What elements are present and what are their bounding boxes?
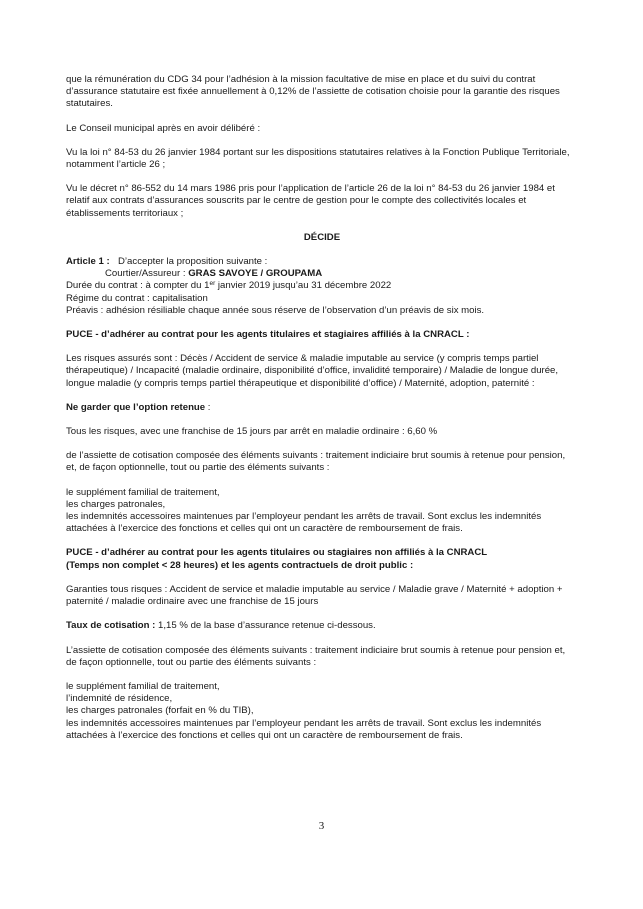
list-1 bbox=[66, 487, 578, 536]
document-body bbox=[66, 74, 578, 742]
article-1 bbox=[66, 256, 578, 317]
assiette-1 bbox=[66, 450, 578, 474]
list-item: le supplément familial de traitement, bbox=[66, 486, 220, 498]
option-line bbox=[66, 402, 578, 414]
courtier-value: GRAS SAVOYE / GROUPAMA bbox=[188, 268, 323, 280]
regime-line: Régime du contrat : capitalisation bbox=[66, 292, 208, 304]
vu-decret-paragraph: Vu le décret n° 86-552 du 14 mars 1986 pris pour l’application de l’article 26 de la loi n° 84-53 du 26 janvier 1984 et relatif aux contrats d’assurances souscrits par le centre de gestion pour le compte des collectivités locales et établissements territoriaux ; bbox=[66, 183, 555, 219]
list-item: l’indemnité de résidence, bbox=[66, 693, 173, 705]
duree-text-b: janvier 2019 jusqu’au 31 décembre 2022 bbox=[215, 280, 392, 292]
tous-risques-line: Tous les risques, avec une franchise de 15 jours par arrêt en maladie ordinaire : 6,60 % bbox=[66, 426, 438, 438]
puce-2-title-a: PUCE - d’adhérer au contrat pour les agents titulaires ou stagiaires non affiliés à la CNRACL bbox=[66, 547, 488, 559]
page-number: 3 bbox=[318, 820, 325, 832]
taux-value: 1,15 % de la base d’assurance retenue ci-dessous. bbox=[155, 620, 376, 632]
list-item: les indemnités accessoires maintenues par l’employeur pendant les arrêts de travail. Sont exclus les indemnités attachées à l’exercice des fonctions et celles qui ont un caractère de remboursement de frais. bbox=[66, 511, 542, 535]
option-label: Ne garder que l’option retenue bbox=[66, 401, 206, 413]
decide-heading: DÉCIDE bbox=[303, 231, 341, 243]
vu-loi-paragraph: Vu la loi n° 84-53 du 26 janvier 1984 portant sur les dispositions statutaires relatives à la Fonction Publique Territoriale, notamment l’article 26 ; bbox=[66, 146, 570, 171]
assiette-2: L’assiette de cotisation composée des éléments suivants : traitement indiciaire brut soumis à retenue pour pension et, de façon optionnelle, tout ou partie des éléments suivants : bbox=[66, 644, 566, 668]
option-suffix: : bbox=[205, 401, 211, 413]
list-item: les charges patronales, bbox=[66, 498, 166, 510]
article-1-label: Article 1 : bbox=[66, 256, 110, 268]
preavis-line: Préavis : adhésion résiliable chaque année sous réserve de l’observation d’un préavis de six mois. bbox=[66, 304, 485, 316]
duree-sup: er bbox=[209, 280, 216, 288]
puce-2-title bbox=[66, 547, 578, 571]
assiette-1-b: et, de façon optionnelle, tout ou partie des éléments suivants : bbox=[66, 462, 330, 474]
puce-1-risques: Les risques assurés sont : Décès / Accident de service & maladie imputable au service (y compris temps partiel thérapeutique) / Incapacité (maladie ordinaire, disponibilité d’office, invalidité temporaire) / Maladie de longue durée, longue maladie (y compris temps partiel thérapeutique et disponibilité d’office) / Maternité, adoption, paternité : bbox=[66, 353, 559, 389]
article-1-text: D’accepter la proposition suivante : bbox=[118, 256, 268, 268]
duree-line bbox=[66, 280, 578, 292]
conseil-paragraph: Le Conseil municipal après en avoir délibéré : bbox=[66, 122, 261, 134]
courtier-label: Courtier/Assureur : bbox=[105, 268, 189, 280]
duree-text-a: Durée du contrat : à compter du 1 bbox=[66, 280, 210, 292]
puce-1-title: PUCE - d’adhérer au contrat pour les agents titulaires et stagiaires affiliés à la CNRACL : bbox=[66, 329, 470, 341]
assiette-1-a: de l’assiette de cotisation composée des éléments suivants : traitement indiciaire brut soumis à retenue pour pension, bbox=[66, 450, 566, 462]
intro-paragraph: que la rémunération du CDG 34 pour l’adhésion à la mission facultative de mise en place et du suivi du contrat d’assurance statutaire est fixée annuellement à 0,12% de l’assiette de cotisation choisie pour la garantie des risques statutaires. bbox=[66, 74, 560, 110]
puce-2-title-b: (Temps non complet < 28 heures) et les agents contractuels de droit public : bbox=[66, 559, 414, 571]
list-item: le supplément familial de traitement, bbox=[66, 680, 220, 692]
list-2 bbox=[66, 681, 578, 742]
taux-line bbox=[66, 620, 578, 632]
list-item: les charges patronales (forfait en % du TIB), bbox=[66, 705, 254, 717]
garanties-paragraph: Garanties tous risques : Accident de service et maladie imputable au service / Maladie grave / Maternité + adoption + paternité / maladie ordinaire avec une franchise de 15 jours bbox=[66, 583, 563, 608]
taux-label: Taux de cotisation : bbox=[66, 620, 156, 632]
courtier-line bbox=[66, 268, 578, 280]
list-item: les indemnités accessoires maintenues par l’employeur pendant les arrêts de travail. Sont exclus les indemnités attachées à l’exercice des fonctions et celles qui ont un caractère de remboursement de frais. bbox=[66, 717, 542, 741]
